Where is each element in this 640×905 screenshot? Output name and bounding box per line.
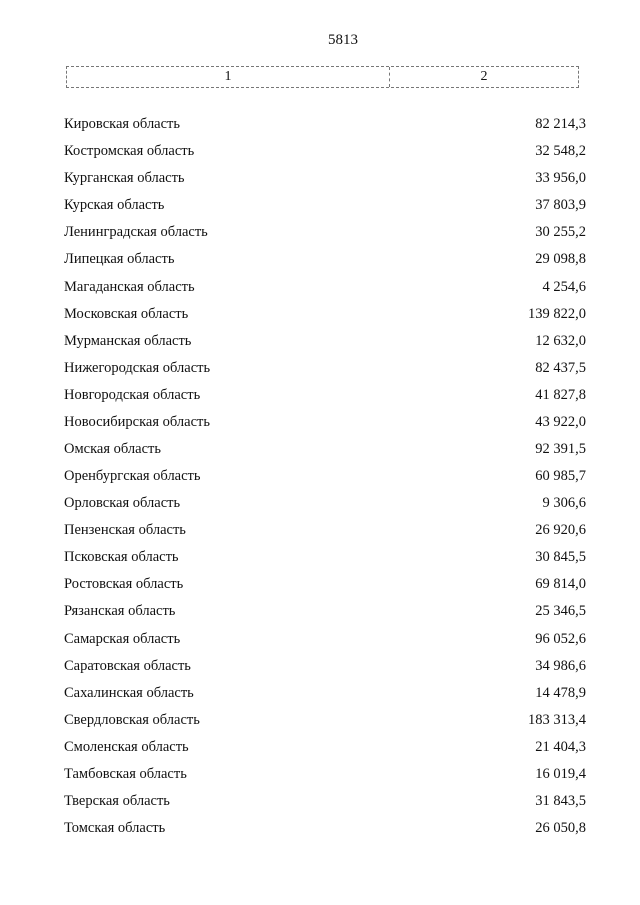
region-value: 41 827,8 (535, 386, 586, 403)
region-name: Томская область (64, 820, 166, 837)
region-name: Свердловская область (64, 711, 200, 728)
region-name: Псковская область (64, 549, 179, 566)
region-name: Орловская область (64, 495, 181, 512)
region-value: 31 843,5 (535, 792, 586, 809)
region-name: Новгородская область (64, 386, 201, 403)
region-name: Курская область (64, 197, 165, 214)
region-name: Смоленская область (64, 738, 189, 755)
region-name: Оренбургская область (64, 468, 201, 485)
region-name: Кировская область (64, 116, 181, 133)
region-name: Рязанская область (64, 603, 176, 620)
region-value: 4 254,6 (542, 278, 586, 295)
region-name: Магаданская область (64, 278, 195, 295)
region-name: Сахалинская область (64, 684, 194, 701)
region-value: 139 822,0 (528, 305, 586, 322)
table-row (64, 273, 586, 300)
table-row (64, 382, 586, 409)
table-row (64, 734, 586, 761)
region-value: 21 404,3 (535, 738, 586, 755)
region-value: 43 922,0 (535, 413, 586, 430)
page-number: 5813 (328, 32, 358, 48)
region-name: Саратовская область (64, 657, 191, 674)
region-value: 34 986,6 (535, 657, 586, 674)
table-row (64, 815, 586, 842)
region-name: Ленинградская область (64, 224, 208, 241)
region-name: Липецкая область (64, 251, 175, 268)
region-name: Новосибирская область (64, 413, 210, 430)
region-value: 33 956,0 (535, 170, 586, 187)
table-row (64, 165, 586, 192)
table-row (64, 761, 586, 788)
table-row (64, 463, 586, 490)
table-row (64, 707, 586, 734)
table-row (64, 544, 586, 571)
table-row (64, 625, 586, 652)
region-value: 82 214,3 (535, 116, 586, 133)
region-value: 29 098,8 (535, 251, 586, 268)
region-value: 30 845,5 (535, 549, 586, 566)
table-row (64, 788, 586, 815)
region-name: Ростовская область (64, 576, 184, 593)
region-value: 69 814,0 (535, 576, 586, 593)
region-value: 9 306,6 (542, 495, 586, 512)
region-value: 14 478,9 (535, 684, 586, 701)
table-body (64, 111, 586, 842)
table-row (64, 436, 586, 463)
region-name: Костромская область (64, 143, 195, 160)
region-value: 25 346,5 (535, 603, 586, 620)
region-name: Тамбовская область (64, 765, 187, 782)
region-value: 183 313,4 (528, 711, 586, 728)
region-value: 30 255,2 (535, 224, 586, 241)
region-name: Московская область (64, 305, 189, 322)
table-row (64, 192, 586, 219)
region-value: 96 052,6 (535, 630, 586, 647)
column-header-2: 2 (480, 69, 488, 84)
table-row (64, 301, 586, 328)
region-value: 26 920,6 (535, 522, 586, 539)
table-row (64, 517, 586, 544)
region-value: 32 548,2 (535, 143, 586, 160)
region-value: 16 019,4 (535, 765, 586, 782)
region-name: Тверская область (64, 792, 170, 809)
column-header-1: 1 (67, 67, 390, 87)
region-value: 26 050,8 (535, 820, 586, 837)
table-row (64, 111, 586, 138)
table-row (64, 653, 586, 680)
region-value: 12 632,0 (535, 332, 586, 349)
region-name: Омская область (64, 440, 161, 457)
table-row (64, 409, 586, 436)
table-row (64, 355, 586, 382)
table-row (64, 219, 586, 246)
region-name: Нижегородская область (64, 359, 211, 376)
table-row (64, 680, 586, 707)
region-name: Курганская область (64, 170, 185, 187)
table-row (64, 246, 586, 273)
table-header (66, 66, 579, 88)
region-name: Самарская область (64, 630, 181, 647)
region-value: 92 391,5 (535, 440, 586, 457)
table-row (64, 598, 586, 625)
table-row (64, 571, 586, 598)
table-row (64, 328, 586, 355)
region-value: 60 985,7 (535, 468, 586, 485)
region-value: 37 803,9 (535, 197, 586, 214)
region-name: Мурманская область (64, 332, 192, 349)
region-value: 82 437,5 (535, 359, 586, 376)
region-name: Пензенская область (64, 522, 186, 539)
table-row (64, 138, 586, 165)
table-row (64, 490, 586, 517)
